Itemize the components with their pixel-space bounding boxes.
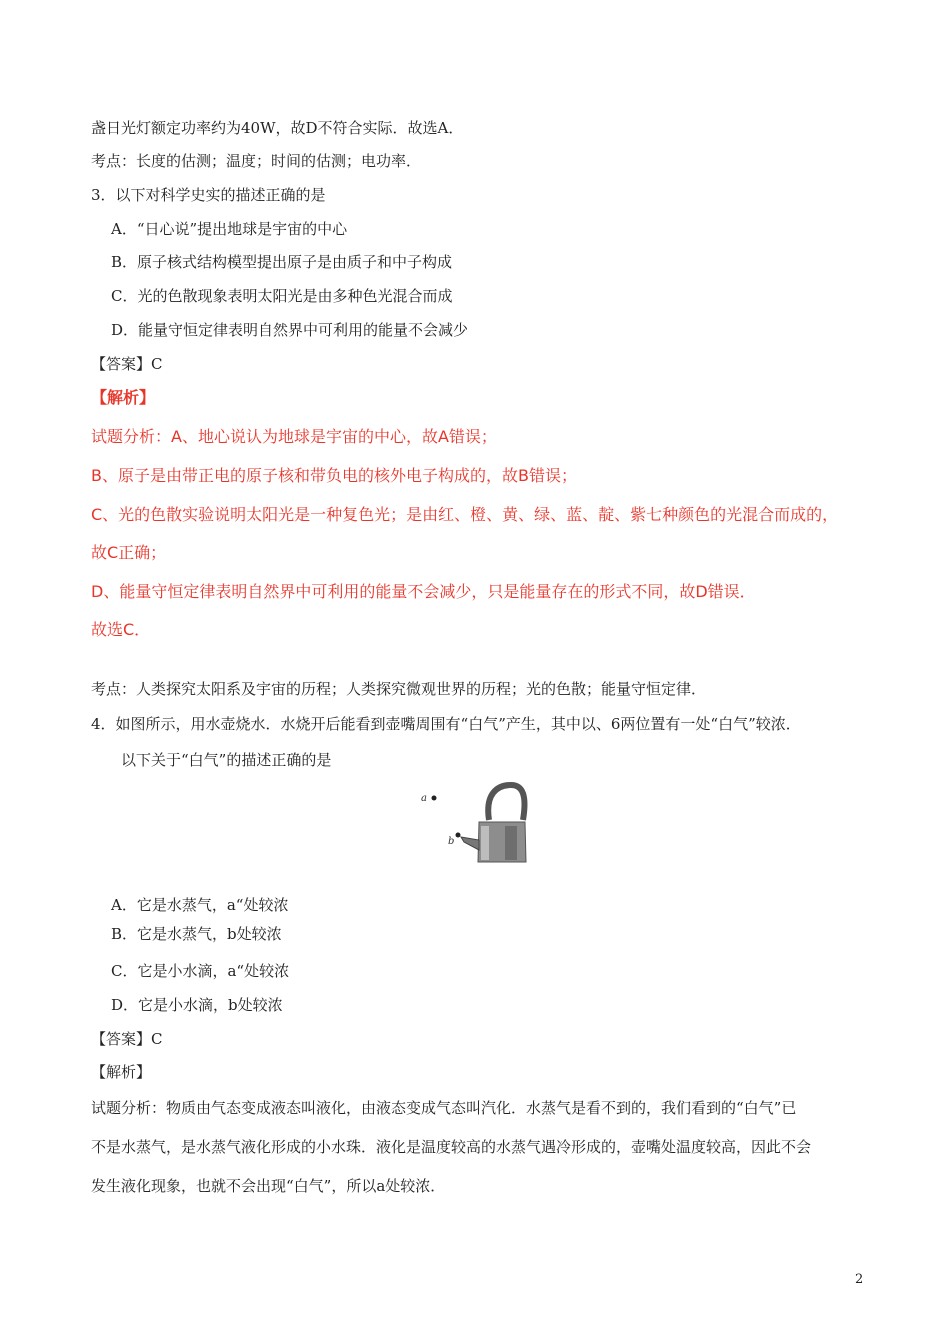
analysis-line: C、光的色散实验说明太阳光是一种复色光；是由红、橙、黄、绿、蓝、靛、紫七种颜色的光混合而成的， bbox=[91, 505, 839, 524]
topic-line: 考点：长度的估测；温度；时间的估测；电功率． bbox=[91, 152, 422, 170]
topic-line: 考点：人类探究太阳系及宇宙的历程；人类探究微观世界的历程；光的色散；能量守恒定律． bbox=[91, 680, 707, 698]
analysis-line: 故选C． bbox=[91, 620, 151, 639]
option-a: A．“日心说”提出地球是宇宙的中心 bbox=[111, 220, 348, 238]
analysis-heading: 【解析】 bbox=[91, 388, 156, 407]
answer: 【答案】C bbox=[91, 355, 163, 373]
analysis-line: 试题分析：A、地心说认为地球是宇宙的中心，故A错误； bbox=[91, 427, 497, 446]
option-c: C．光的色散现象表明太阳光是由多种色光混合而成 bbox=[111, 287, 453, 305]
kettle-figure bbox=[415, 780, 530, 866]
option-a: A．它是水蒸气，a“处较浓 bbox=[111, 896, 289, 914]
kettle-spout bbox=[461, 837, 479, 850]
question-4-line-2: 以下关于“白气”的描述正确的是 bbox=[121, 751, 332, 769]
question-4: 4．如图所示，用水壶烧水．水烧开后能看到壶嘴周围有“白气”产生，其中以、6两位置有一处“白气”较浓． bbox=[91, 715, 801, 733]
option-d: D．它是小水滴，b处较浓 bbox=[111, 996, 283, 1014]
kettle-handle bbox=[488, 785, 524, 820]
analysis-paragraph-line: 发生液化现象，也就不会出现“白气”，所以a处较浓． bbox=[91, 1177, 446, 1195]
option-d: D．能量守恒定律表明自然界中可利用的能量不会减少 bbox=[111, 321, 469, 339]
analysis-heading: 【解析】 bbox=[91, 1063, 152, 1081]
answer: 【答案】C bbox=[91, 1030, 163, 1048]
analysis-line: 故C正确； bbox=[91, 543, 167, 562]
kettle-shade bbox=[505, 826, 517, 860]
option-c: C．它是小水滴，a“处较浓 bbox=[111, 962, 290, 980]
kettle-highlight bbox=[481, 826, 489, 860]
analysis-line: B、原子是由带正电的原子核和带负电的核外电子构成的，故B错误； bbox=[91, 466, 577, 485]
text-line: 盏日光灯额定功率约为40W，故D不符合实际．故选A． bbox=[91, 119, 464, 137]
point-a bbox=[432, 796, 437, 801]
question-3: 3．以下对科学史实的描述正确的是 bbox=[91, 186, 326, 204]
point-b bbox=[456, 833, 461, 838]
option-b: B．它是水蒸气，b处较浓 bbox=[111, 925, 282, 943]
analysis-line: D、能量守恒定律表明自然界中可利用的能量不会减少，只是能量存在的形式不同，故D错误． bbox=[91, 582, 756, 601]
label-b: b bbox=[448, 836, 455, 847]
page-number: 2 bbox=[855, 1272, 864, 1287]
analysis-paragraph-line: 试题分析：物质由气态变成液态叫液化，由液态变成气态叫汽化．水蒸气是看不到的，我们看到的“白气”已 bbox=[91, 1099, 797, 1117]
label-a: a bbox=[421, 793, 427, 804]
analysis-paragraph-line: 不是水蒸气，是水蒸气液化形成的小水珠．液化是温度较高的水蒸气遇冷形成的，壶嘴处温度较高，因此不会 bbox=[91, 1138, 812, 1156]
option-b: B．原子核式结构模型提出原子是由质子和中子构成 bbox=[111, 253, 453, 271]
